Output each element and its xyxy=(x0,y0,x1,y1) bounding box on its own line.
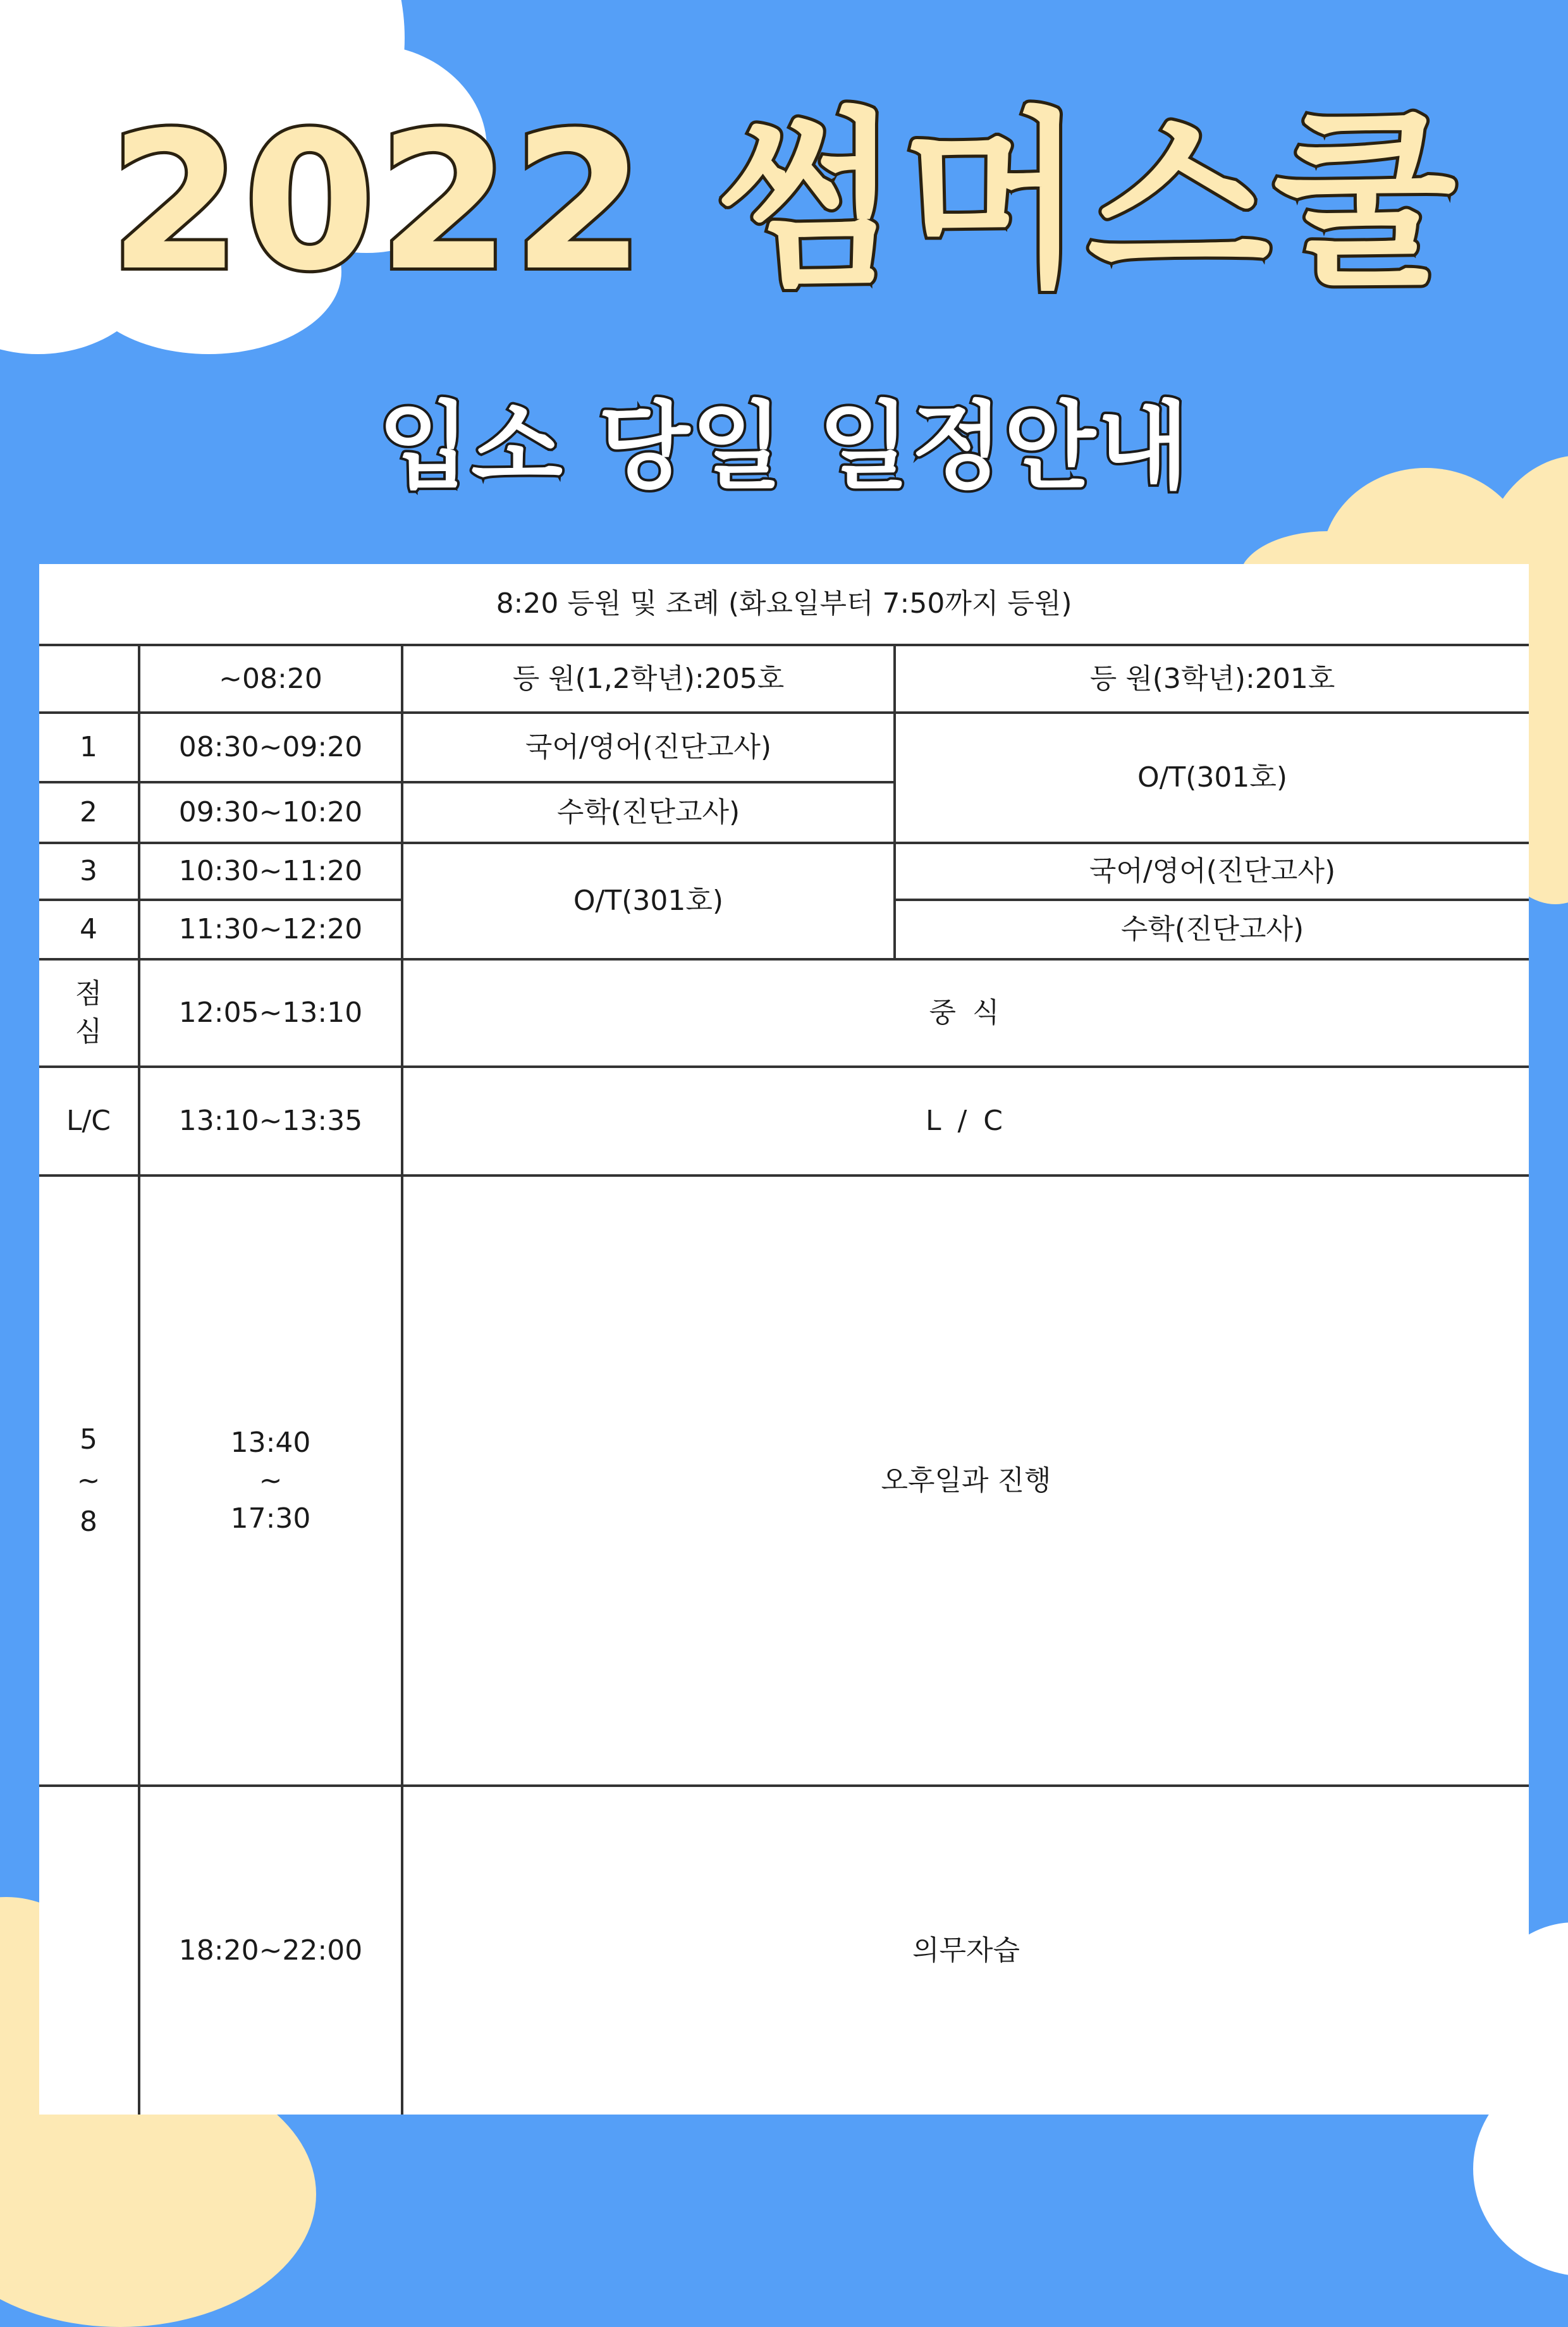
table-row-evening xyxy=(39,1786,1529,2115)
period-cell: 2 xyxy=(39,782,139,843)
time-line: 17:30 xyxy=(230,1502,311,1535)
grade3-ot-cell: O/T(301호) xyxy=(895,713,1529,843)
period-line: ~ xyxy=(77,1464,101,1497)
time-cell: 10:30~11:20 xyxy=(139,843,402,900)
evening-cell: 의무자습 xyxy=(402,1786,1529,2115)
grade3-cell: 국어/영어(진단고사) xyxy=(895,843,1529,900)
time-cell: 08:30~09:20 xyxy=(139,713,402,782)
period-cell: 1 xyxy=(39,713,139,782)
banner-cell: 8:20 등원 및 조례 (화요일부터 7:50까지 등원) xyxy=(39,564,1529,645)
time-cell xyxy=(139,1176,402,1786)
time-cell: 18:20~22:00 xyxy=(139,1786,402,2115)
schedule-table xyxy=(39,564,1529,2115)
page-subtitle: 입소 당일 일정안내 xyxy=(378,392,1190,502)
table-row xyxy=(39,713,1529,782)
period-cell xyxy=(39,1786,139,2115)
grade3-cell: 등 원(3학년):201호 xyxy=(895,645,1529,713)
time-cell: 13:10~13:35 xyxy=(139,1067,402,1176)
table-row xyxy=(39,843,1529,900)
time-line: ~ xyxy=(259,1464,283,1497)
period-cell: 3 xyxy=(39,843,139,900)
page-title: 2022 썸머스쿨 xyxy=(109,92,1459,312)
table-row-lc xyxy=(39,1067,1529,1176)
grade12-ot-cell: O/T(301호) xyxy=(402,843,895,959)
schedule-sheet xyxy=(39,564,1529,2115)
period-cell xyxy=(39,959,139,1067)
period-line: 8 xyxy=(80,1505,97,1538)
table-row-afternoon xyxy=(39,1176,1529,1786)
grade3-cell: 수학(진단고사) xyxy=(895,900,1529,959)
period-cell: L/C xyxy=(39,1067,139,1176)
table-row-banner xyxy=(39,564,1529,645)
time-cell: 09:30~10:20 xyxy=(139,782,402,843)
time-cell: ~08:20 xyxy=(139,645,402,713)
lc-cell: L / C xyxy=(402,1067,1529,1176)
period-cell: 4 xyxy=(39,900,139,959)
grade12-cell: 등 원(1,2학년):205호 xyxy=(402,645,895,713)
lunch-cell: 중 식 xyxy=(402,959,1529,1067)
period-line: 심 xyxy=(75,1016,102,1048)
period-line: 점 xyxy=(75,978,102,1010)
time-cell: 12:05~13:10 xyxy=(139,959,402,1067)
grade12-cell: 수학(진단고사) xyxy=(402,782,895,843)
grade12-cell: 국어/영어(진단고사) xyxy=(402,713,895,782)
table-row-lunch xyxy=(39,959,1529,1067)
period-cell xyxy=(39,1176,139,1786)
time-line: 13:40 xyxy=(230,1426,311,1459)
period-cell xyxy=(39,645,139,713)
afternoon-cell: 오후일과 진행 xyxy=(402,1176,1529,1786)
time-cell: 11:30~12:20 xyxy=(139,900,402,959)
period-line: 5 xyxy=(80,1423,97,1456)
table-row-arrival xyxy=(39,645,1529,713)
